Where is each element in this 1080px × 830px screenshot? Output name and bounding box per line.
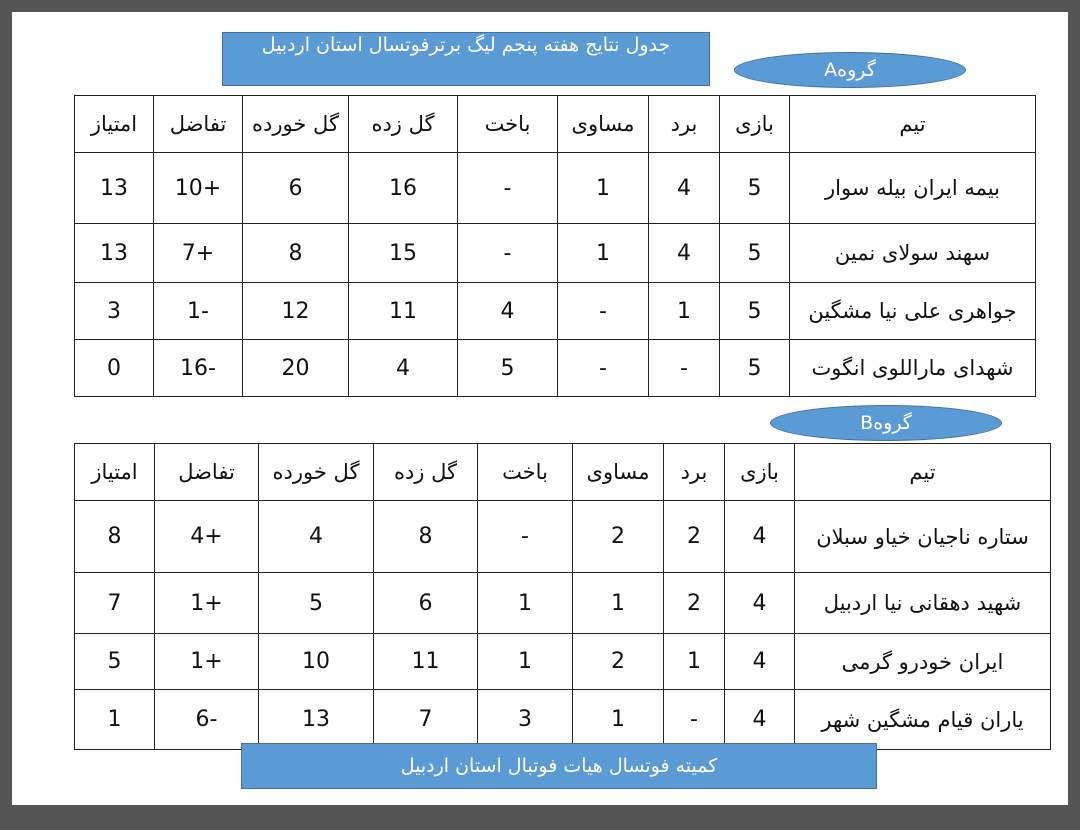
group-a-header-row: [75, 96, 1036, 153]
header-goal-diff: تفاضل: [154, 96, 243, 153]
played: 4: [725, 690, 795, 750]
table-row: [75, 573, 1051, 634]
header-drawn: مساوی: [573, 444, 664, 501]
goal-diff: +10: [154, 153, 243, 224]
table-row: [75, 634, 1051, 690]
points: 13: [75, 153, 154, 224]
table-row: [75, 690, 1051, 750]
group-b-header-row: [75, 444, 1051, 501]
header-lost: باخت: [458, 96, 558, 153]
drawn: 1: [573, 573, 664, 634]
goal-diff: +7: [154, 224, 243, 283]
goals-against: 20: [243, 340, 349, 397]
goals-against: 6: [243, 153, 349, 224]
lost: -: [478, 501, 573, 573]
lost: 4: [458, 283, 558, 340]
document-page: [12, 12, 1068, 805]
group-b-label: گروهB: [770, 405, 1002, 441]
header-played: بازی: [720, 96, 790, 153]
goals-for: 11: [374, 634, 478, 690]
played: 5: [720, 340, 790, 397]
table-row: [75, 501, 1051, 573]
played: 5: [720, 224, 790, 283]
header-won: برد: [664, 444, 725, 501]
drawn: 2: [573, 634, 664, 690]
points: 8: [75, 501, 155, 573]
team-name: بیمه ایران بیله سوار: [790, 153, 1036, 224]
goals-for: 6: [374, 573, 478, 634]
drawn: -: [558, 340, 649, 397]
header-points: امتیاز: [75, 96, 154, 153]
drawn: -: [558, 283, 649, 340]
played: 4: [725, 573, 795, 634]
group-a-label: گروهA: [734, 52, 966, 88]
played: 4: [725, 501, 795, 573]
lost: 1: [478, 634, 573, 690]
header-team: تیم: [790, 96, 1036, 153]
header-won: برد: [649, 96, 720, 153]
group-a-table: [74, 95, 1036, 397]
goals-for: 4: [349, 340, 458, 397]
table-row: [75, 224, 1036, 283]
drawn: 1: [558, 224, 649, 283]
header-lost: باخت: [478, 444, 573, 501]
team-name: شهدای ماراللوی انگوت: [790, 340, 1036, 397]
goals-against: 10: [259, 634, 374, 690]
team-name: شهید دهقانی نیا اردبیل: [795, 573, 1051, 634]
goal-diff: -1: [154, 283, 243, 340]
goal-diff: +1: [155, 634, 259, 690]
header-points: امتیاز: [75, 444, 155, 501]
won: 1: [649, 283, 720, 340]
team-name: جواهری علی نیا مشگین: [790, 283, 1036, 340]
page-title: جدول نتایج هفته پنجم لیگ برترفوتسال استان اردبیل: [222, 32, 710, 86]
team-name: ایران خودرو گرمی: [795, 634, 1051, 690]
table-row: [75, 153, 1036, 224]
header-team: تیم: [795, 444, 1051, 501]
header-drawn: مساوی: [558, 96, 649, 153]
played: 4: [725, 634, 795, 690]
drawn: 1: [558, 153, 649, 224]
goals-for: 8: [374, 501, 478, 573]
team-name: ستاره ناجیان خیاو سبلان: [795, 501, 1051, 573]
goals-for: 11: [349, 283, 458, 340]
goals-for: 7: [374, 690, 478, 750]
won: 2: [664, 501, 725, 573]
footer-caption: کمیته فوتسال هیات فوتبال استان اردبیل: [241, 743, 877, 789]
lost: 3: [478, 690, 573, 750]
goals-for: 16: [349, 153, 458, 224]
lost: 5: [458, 340, 558, 397]
won: 2: [664, 573, 725, 634]
won: -: [649, 340, 720, 397]
header-goals-against: گل خورده: [259, 444, 374, 501]
lost: -: [458, 153, 558, 224]
header-goal-diff: تفاضل: [155, 444, 259, 501]
drawn: 1: [573, 690, 664, 750]
team-name: یاران قیام مشگین شهر: [795, 690, 1051, 750]
goals-against: 4: [259, 501, 374, 573]
header-played: بازی: [725, 444, 795, 501]
table-row: [75, 340, 1036, 397]
goals-against: 13: [259, 690, 374, 750]
points: 1: [75, 690, 155, 750]
group-b-table: [74, 443, 1051, 750]
header-goals-against: گل خورده: [243, 96, 349, 153]
header-goals-for: گل زده: [349, 96, 458, 153]
goal-diff: +4: [155, 501, 259, 573]
drawn: 2: [573, 501, 664, 573]
won: 4: [649, 224, 720, 283]
goals-against: 5: [259, 573, 374, 634]
goals-against: 12: [243, 283, 349, 340]
goal-diff: -16: [154, 340, 243, 397]
lost: -: [458, 224, 558, 283]
goal-diff: +1: [155, 573, 259, 634]
won: -: [664, 690, 725, 750]
table-row: [75, 283, 1036, 340]
goals-against: 8: [243, 224, 349, 283]
points: 7: [75, 573, 155, 634]
won: 4: [649, 153, 720, 224]
played: 5: [720, 153, 790, 224]
points: 0: [75, 340, 154, 397]
points: 3: [75, 283, 154, 340]
played: 5: [720, 283, 790, 340]
points: 13: [75, 224, 154, 283]
lost: 1: [478, 573, 573, 634]
points: 5: [75, 634, 155, 690]
goals-for: 15: [349, 224, 458, 283]
won: 1: [664, 634, 725, 690]
goal-diff: -6: [155, 690, 259, 750]
header-goals-for: گل زده: [374, 444, 478, 501]
team-name: سهند سولای نمین: [790, 224, 1036, 283]
